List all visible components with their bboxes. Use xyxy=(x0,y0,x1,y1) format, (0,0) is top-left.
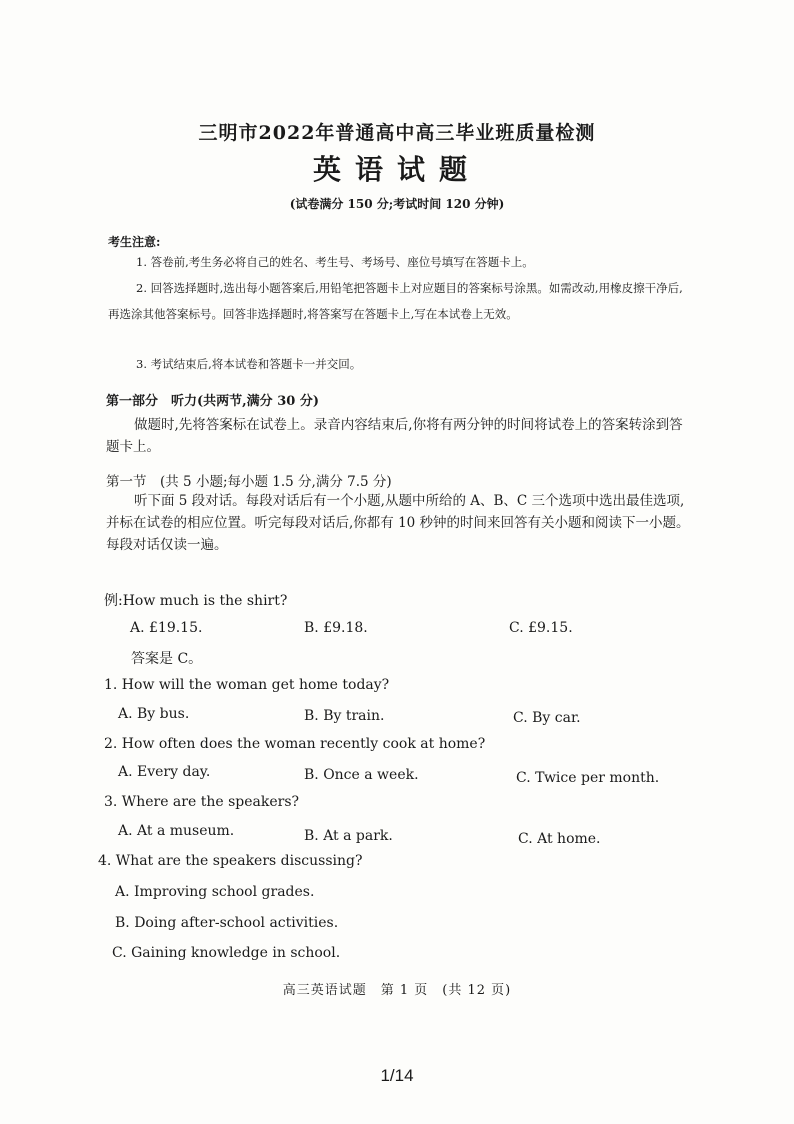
part1-instructions: 做题时,先将答案标在试卷上。录音内容结束后,你将有两分钟的时间将试卷上的答案转涂到答题卡上。 xyxy=(106,417,683,455)
example-answer: 答案是 C。 xyxy=(131,651,203,667)
q3-option-b: B. At a park. xyxy=(304,828,393,844)
exam-subtitle: (试卷满分 150 分;考试时间 120 分钟) xyxy=(289,197,505,211)
example-option-b: B. £9.18. xyxy=(304,620,368,636)
part1-heading: 第一部分 听力(共两节,满分 30 分) xyxy=(106,394,319,409)
q2-option-c: C. Twice per month. xyxy=(516,770,660,786)
q4-option-b: B. Doing after-school activities. xyxy=(115,915,339,931)
q1-option-a: A. By bus. xyxy=(118,706,190,722)
notice-item-1: 1. 答卷前,考生务必将自己的姓名、考生号、考场号、座位号填写在答题卡上。 xyxy=(136,255,534,269)
example-option-a: A. £19.15. xyxy=(130,620,203,636)
notice-heading: 考生注意: xyxy=(108,235,161,249)
q2-option-b: B. Once a week. xyxy=(304,767,419,783)
q1-option-b: B. By train. xyxy=(304,708,385,724)
example-question: 例:How much is the shirt? xyxy=(104,593,288,609)
page-indicator: 1/14 xyxy=(380,1066,414,1085)
q2-option-a: A. Every day. xyxy=(118,764,211,780)
q4-option-c: C. Gaining knowledge in school. xyxy=(112,945,341,961)
q3-option-a: A. At a museum. xyxy=(118,823,235,839)
subject-title: 英语试题 xyxy=(312,153,481,186)
section1-heading: 第一节 (共 5 小题;每小题 1.5 分,满分 7.5 分) xyxy=(106,474,392,490)
example-option-c: C. £9.15. xyxy=(509,620,573,636)
q3-option-c: C. At home. xyxy=(518,831,601,847)
exam-title: 三明市2022年普通高中高三毕业班质量检测 xyxy=(198,122,596,144)
notice-item-2: 2. 回答选择题时,选出每小题答案后,用铅笔把答题卡上对应题目的答案标号涂黑。如需改动,用橡皮擦干净后,再选涂其他答案标号。回答非选择题时,将答案写在答题卡上,写在本试卷上无效。 xyxy=(108,281,683,321)
question-2: 2. How often does the woman recently cook at home? xyxy=(104,736,486,752)
question-1: 1. How will the woman get home today? xyxy=(104,677,390,693)
q1-option-c: C. By car. xyxy=(513,710,581,726)
question-3: 3. Where are the speakers? xyxy=(104,794,300,810)
notice-item-3: 3. 考试结束后,将本试卷和答题卡一并交回。 xyxy=(136,357,362,371)
section1-instructions: 听下面 5 段对话。每段对话后有一个小题,从题中所给的 A、B、C 三个选项中选出最佳选项,并标在试卷的相应位置。听完每段对话后,你都有 10 秒钟的时间来回答有关小题和阅读下一小题。每段对话仅读一遍。 xyxy=(106,493,690,553)
page-footer: 高三英语试题 第 1 页 (共 12 页) xyxy=(282,983,512,998)
q4-option-a: A. Improving school grades. xyxy=(115,884,315,900)
question-4: 4. What are the speakers discussing? xyxy=(98,853,363,869)
